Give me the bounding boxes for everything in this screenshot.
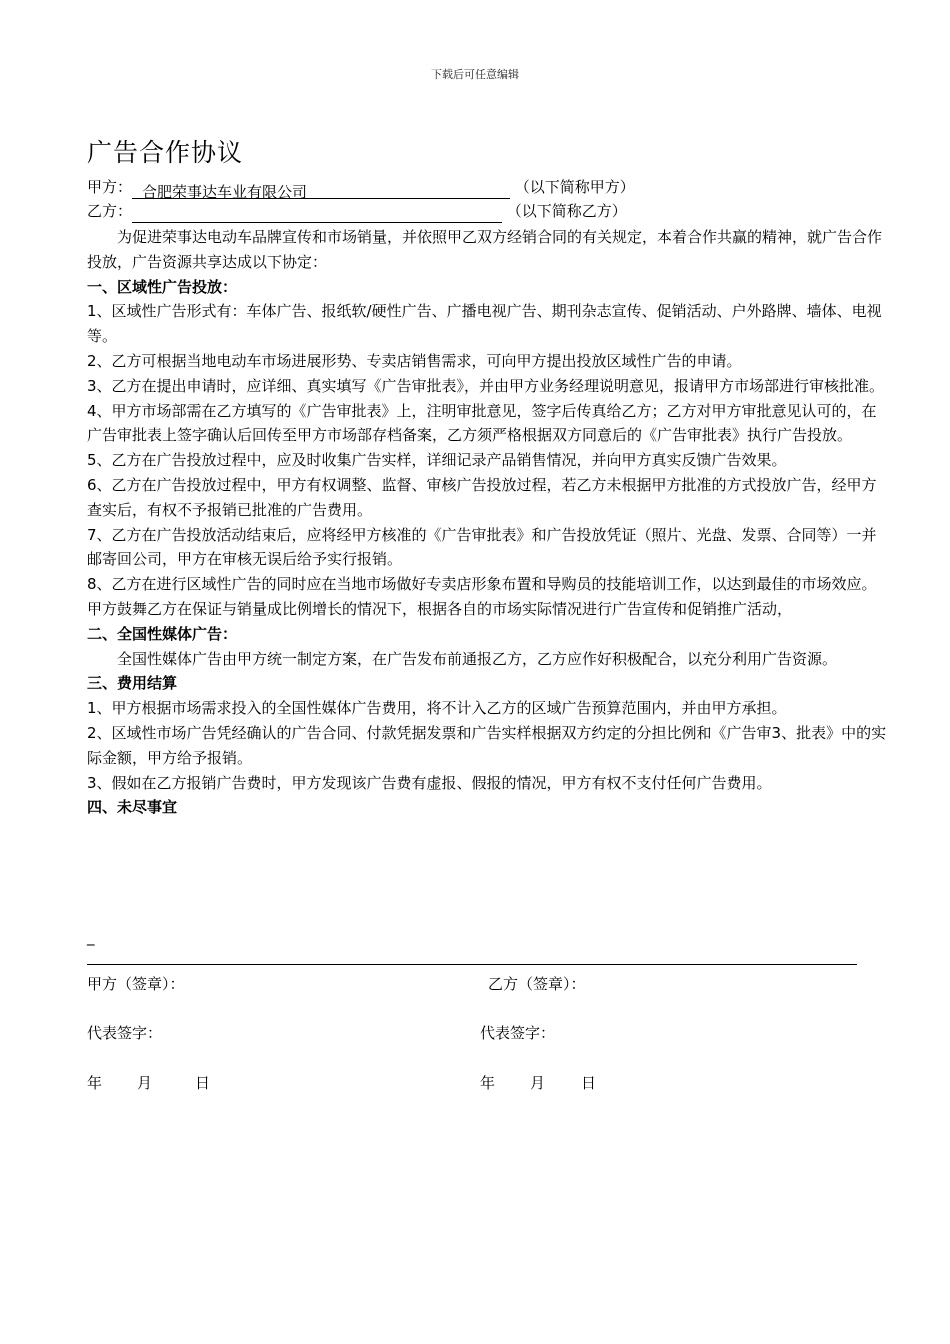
party-a-line [87,175,635,199]
day-label: 日 [581,1074,597,1092]
party-b-label: 乙方： [87,202,133,220]
clause-item: 7、乙方在广告投放活动结束后，应将经甲方核准的《广告审批表》和广告投放凭证（照片、光盘、发票、合同等）一并邮寄回公司，甲方在审核无误后给予实行报销。 [87,525,877,569]
clause-item: 1、甲方根据市场需求投入的全国性媒体广告费用，将不计入乙方的区域广告预算范围内，并由甲方承担。 [87,699,787,718]
party-b-suffix: （以下简称乙方） [506,202,627,220]
month-label: 月 [137,1074,153,1092]
month-label: 月 [530,1074,546,1092]
party-a-value: 合肥荣事达车业有限公司 [142,183,308,201]
clause-item: 3、假如在乙方报销广告费时，甲方发现该广告费有虚报、假报的情况，甲方有权不支付任何广告费用。 [87,773,772,792]
party-a-suffix: （以下简称甲方） [514,178,635,196]
year-label: 年 [87,1074,103,1092]
signature-divider [87,964,857,965]
clause-item: 4、甲方市场部需在乙方填写的《广告审批表》上，注明审批意见，签字后传真给乙方；乙方对甲方审批意见认可的，在广告审批表上签字确认后回传至甲方市场部存档备案，乙方须严格根据双方同意后的《广告审批表》执行广告投放。 [87,401,877,445]
party-a-date [87,1071,210,1095]
body-paragraph: 为促进荣事达电动车品牌宣传和市场销量，并依照甲乙双方经销合同的有关规定，本着合作共赢的精神，就广告合作投放，广告资源共享达成以下协定： [87,228,883,271]
party-a-rep-label: 代表签字： [87,1024,163,1042]
party-a-field[interactable] [132,180,510,199]
year-label: 年 [480,1074,496,1092]
party-b-line [87,199,627,223]
clause-item: 3、乙方在提出申请时，应详细、真实填写《广告审批表》，并由甲方业务经理说明意见，报请甲方市场部进行审核批准。 [87,376,885,395]
party-b-date [480,1071,596,1095]
body-paragraph: 全国性媒体广告由甲方统一制定方案，在广告发布前通报乙方，乙方应作好积极配合，以充分利用广告资源。 [117,649,838,668]
party-b-rep-label: 代表签字： [480,1024,556,1042]
section-heading: 四、未尽事宜 [87,798,178,817]
clause-item: 1、区域性广告形式有：车体广告、报纸软/硬性广告、广播电视广告、期刊杂志宣传、促销活动、户外路牌、墙体、电视等。 [87,302,882,346]
clause-item: 6、乙方在广告投放过程中，甲方有权调整、监督、审核广告投放过程，若乙方未根据甲方批准的方式投放广告，经甲方查实后，有权不予报销已批准的广告费用。 [87,475,877,519]
clause-item: 2、区域性市场广告凭经确认的广告合同、付款凭据发票和广告实样根据双方约定的分担比例和《广告审3、批表》中的实际金额，甲方给予报销。 [87,723,887,767]
clause-item: 5、乙方在广告投放过程中，应及时收集广告实样，详细记录产品销售情况，并向甲方真实反馈广告效果。 [87,451,787,470]
section-heading: 二、全国性媒体广告： [87,624,238,643]
agreement-body [87,225,887,820]
header-note: 下载后可任意编辑 [431,68,519,81]
party-a-label: 甲方： [87,178,133,196]
section-heading: 一、区域性广告投放： [87,277,238,296]
clause-item: 2、乙方可根据当地电动车市场进展形势、专卖店销售需求，可向甲方提出投放区域性广告的申请。 [87,351,742,370]
party-a-seal-label: 甲方（签章）： [87,975,185,993]
party-b-field[interactable] [132,204,502,223]
party-b-seal-label: 乙方（签章）： [488,975,586,993]
tail-mark: _ [87,928,95,946]
day-label: 日 [195,1074,211,1092]
document-title: 广告合作协议 [87,138,244,167]
clause-item: 8、乙方在进行区域性广告的同时应在当地市场做好专卖店形象布置和导购员的技能培训工作，以达到最佳的市场效应。甲方鼓舞乙方在保证与销量成比例增长的情况下，根据各自的市场实际情况进行广告宣传和促销推广活动， [87,575,877,618]
section-heading: 三、费用结算 [87,674,178,693]
